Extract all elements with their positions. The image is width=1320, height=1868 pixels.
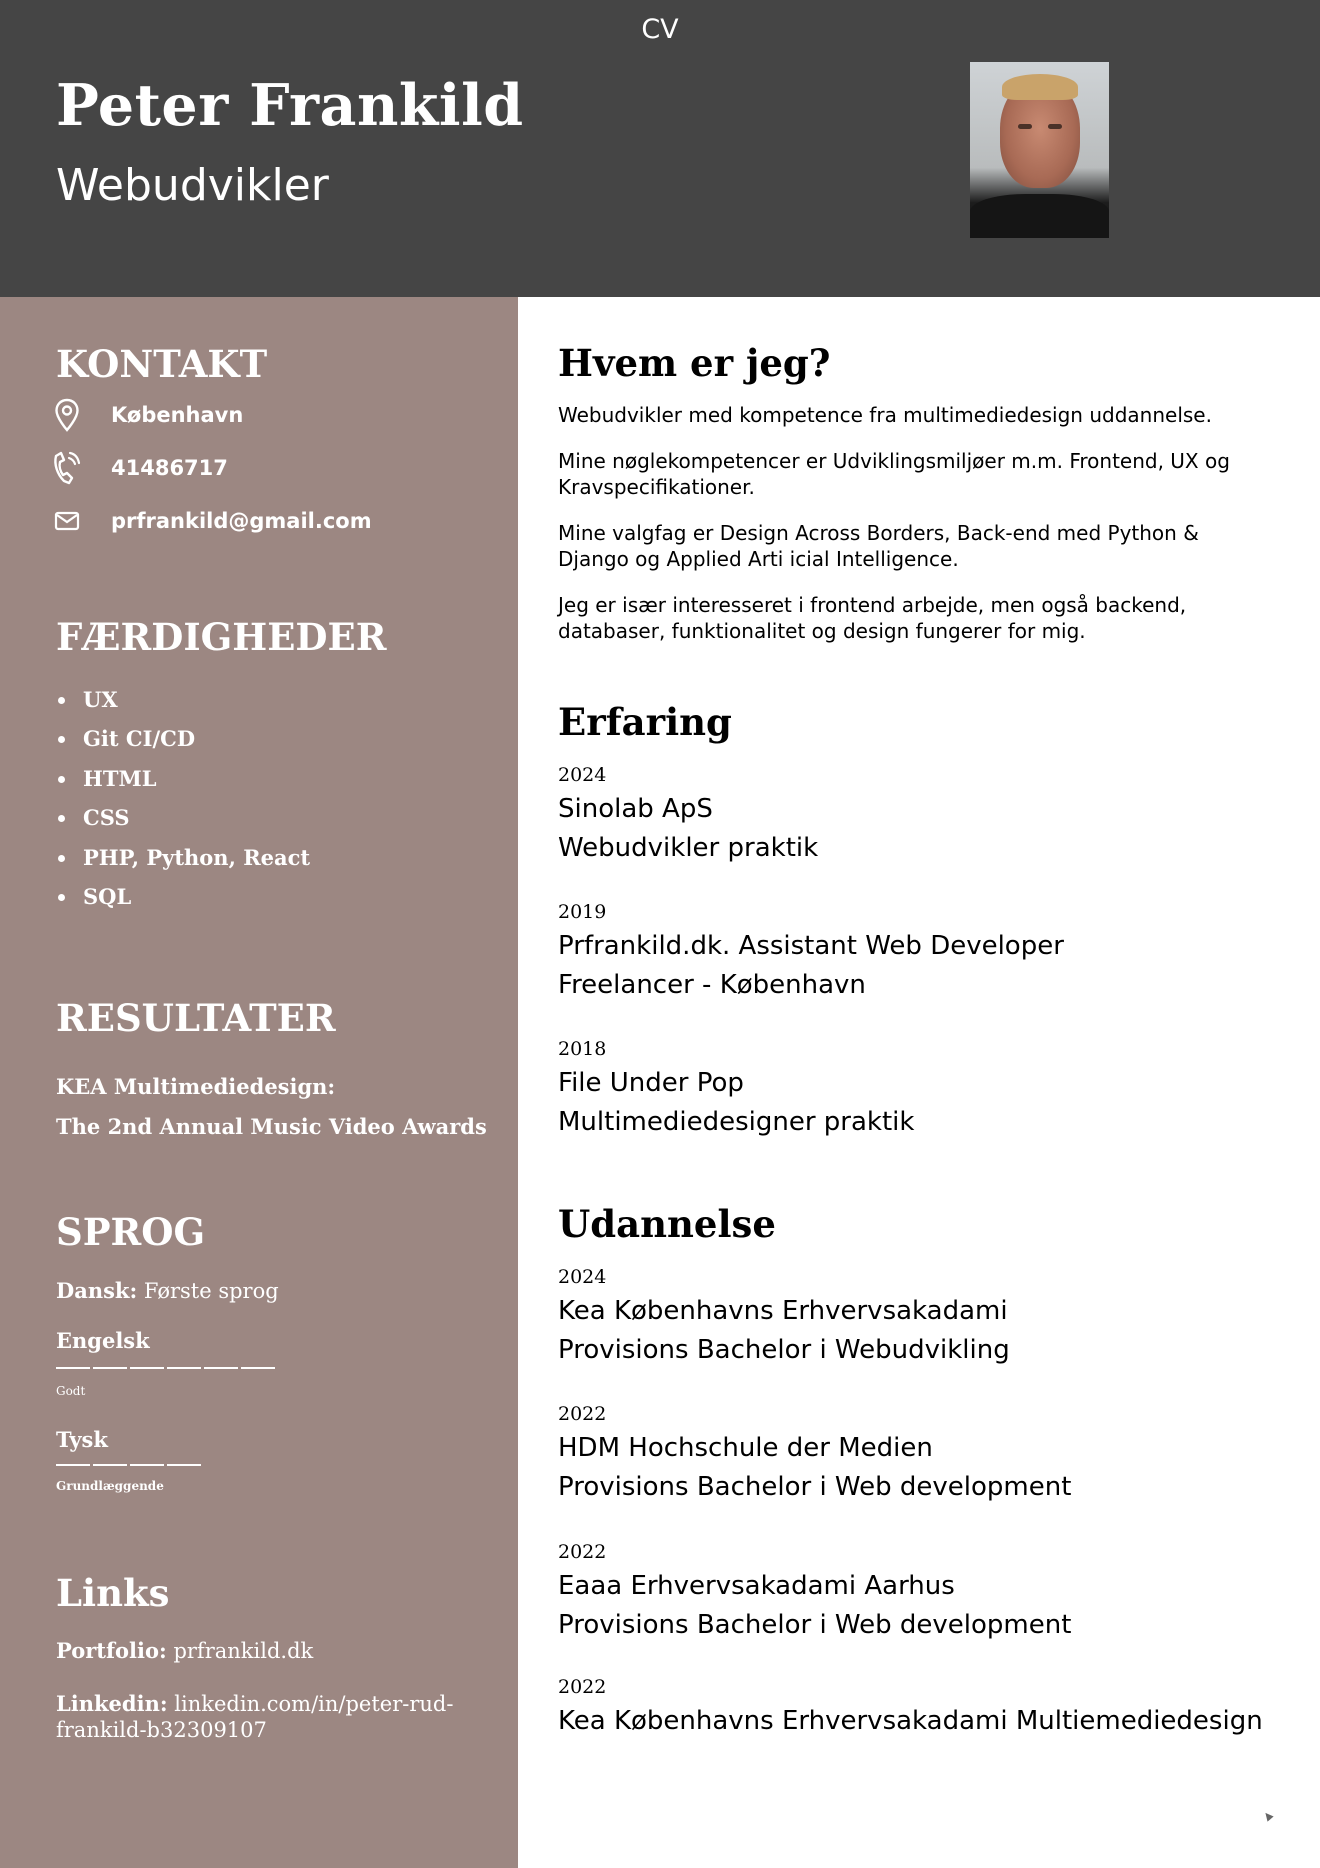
experience-entry [558,897,1064,1005]
level-bar [167,1367,201,1369]
experience-entry [558,1034,914,1142]
entry-degree: Provisions Bachelor i Web development [558,1472,1072,1502]
portfolio-link[interactable] [56,1638,476,1664]
skills-list [56,687,310,923]
sidebar [0,297,518,1868]
result-line: The 2nd Annual Music Video Awards [56,1114,487,1139]
linkedin-link[interactable] [56,1691,476,1743]
skill-item: SQL [56,884,310,923]
entry-year: 2024 [558,1266,607,1288]
links-heading: Links [56,1571,170,1615]
contact-heading: KONTAKT [56,342,268,386]
cv-header [0,0,1320,297]
education-entry [558,1672,1263,1741]
about-paragraph: Webudvikler med kompetence fra multimediedesign uddannelse. [558,403,1212,427]
about-paragraph: Jeg er især interesseret i frontend arbejde, men også backend, databaser, funktionalitet og design fungerer for mig. [558,593,1187,643]
cv-label: CV [641,14,679,45]
contact-email [52,501,372,541]
language-german-label: Tysk [56,1427,108,1452]
language-english-bars [56,1367,275,1369]
entry-school: Kea Københavns Erhvervsakadami Multiemediedesign [558,1706,1263,1736]
education-entry [558,1262,1010,1370]
mail-icon [52,504,82,538]
mouse-cursor-icon [1262,1810,1273,1821]
entry-school: Eaaa Erhvervsakadami Aarhus [558,1571,955,1601]
entry-title: Multimediedesigner praktik [558,1107,915,1137]
portfolio-label: Portfolio: [56,1638,167,1663]
language-danish-value: Første sprog [143,1279,279,1303]
photo-hair [1002,74,1078,100]
level-bar [241,1367,275,1369]
entry-place: Prfrankild.dk. Assistant Web Developer [558,931,1064,961]
experience-heading: Erfaring [558,700,732,744]
education-entry [558,1399,1071,1507]
entry-degree: Provisions Bachelor i Web development [558,1610,1072,1640]
education-entry [558,1537,1071,1645]
entry-place: File Under Pop [558,1068,744,1098]
about-paragraph: Mine valgfag er Design Across Borders, Back-end med Python & Django og Applied Arti icial Intelligence. [558,521,1199,571]
photo-shirt [970,194,1109,238]
entry-year: 2022 [558,1541,607,1563]
level-bar [93,1464,127,1466]
languages-heading: SPROG [56,1210,206,1254]
entry-year: 2022 [558,1676,607,1698]
level-bar [130,1367,164,1369]
photo-eye-left [1018,124,1032,129]
person-name: Peter Frankild [56,72,524,139]
linkedin-label: Linkedin: [56,1691,168,1716]
level-bar [56,1464,90,1466]
contact-phone-text: 41486717 [111,456,228,480]
level-bar [167,1464,201,1466]
skill-item: UX [56,687,310,726]
profile-photo [970,62,1109,238]
skill-item: HTML [56,766,310,805]
skills-heading: FÆRDIGHEDER [56,615,387,659]
entry-school: Kea Københavns Erhvervsakadami [558,1296,1008,1326]
level-bar [93,1367,127,1369]
education-heading: Udannelse [558,1202,776,1246]
language-german-level: Grundlæggende [56,1479,164,1493]
results-heading: RESULTATER [56,996,336,1040]
contact-phone [52,448,228,488]
experience-entry [558,760,818,868]
person-role: Webudvikler [56,160,329,211]
language-german-bars [56,1464,201,1466]
contact-location [52,395,244,435]
skill-item: PHP, Python, React [56,845,310,884]
contact-location-text: København [111,403,244,427]
level-bar [130,1464,164,1466]
entry-title: Freelancer - København [558,970,866,1000]
entry-year: 2019 [558,901,607,923]
skill-item: CSS [56,805,310,844]
entry-place: Sinolab ApS [558,794,713,824]
level-bar [204,1367,238,1369]
skill-item: Git CI/CD [56,726,310,765]
portfolio-value[interactable]: prfrankild.dk [173,1639,314,1663]
photo-eye-right [1048,124,1062,129]
about-heading: Hvem er jeg? [558,341,831,385]
contact-email-text[interactable]: prfrankild@gmail.com [111,509,372,533]
language-danish-label: Dansk: [56,1278,138,1303]
entry-title: Webudvikler praktik [558,833,819,863]
location-pin-icon [52,398,82,432]
entry-year: 2018 [558,1038,607,1060]
entry-year: 2022 [558,1403,607,1425]
language-english-level: Godt [56,1384,86,1398]
phone-icon [52,451,82,485]
entry-degree: Provisions Bachelor i Webudvikling [558,1335,1010,1365]
entry-year: 2024 [558,764,607,786]
language-english-label: Engelsk [56,1328,150,1353]
level-bar [56,1367,90,1369]
result-line: KEA Multimediedesign: [56,1074,336,1099]
about-paragraph: Mine nøglekompetencer er Udviklingsmiljøer m.m. Frontend, UX og Kravspecifikationer. [558,449,1230,499]
linkedin-value[interactable]: linkedin.com/in/peter-rud-frankild-b32309107 [56,1692,454,1742]
entry-school: HDM Hochschule der Medien [558,1433,933,1463]
language-danish [56,1278,279,1303]
